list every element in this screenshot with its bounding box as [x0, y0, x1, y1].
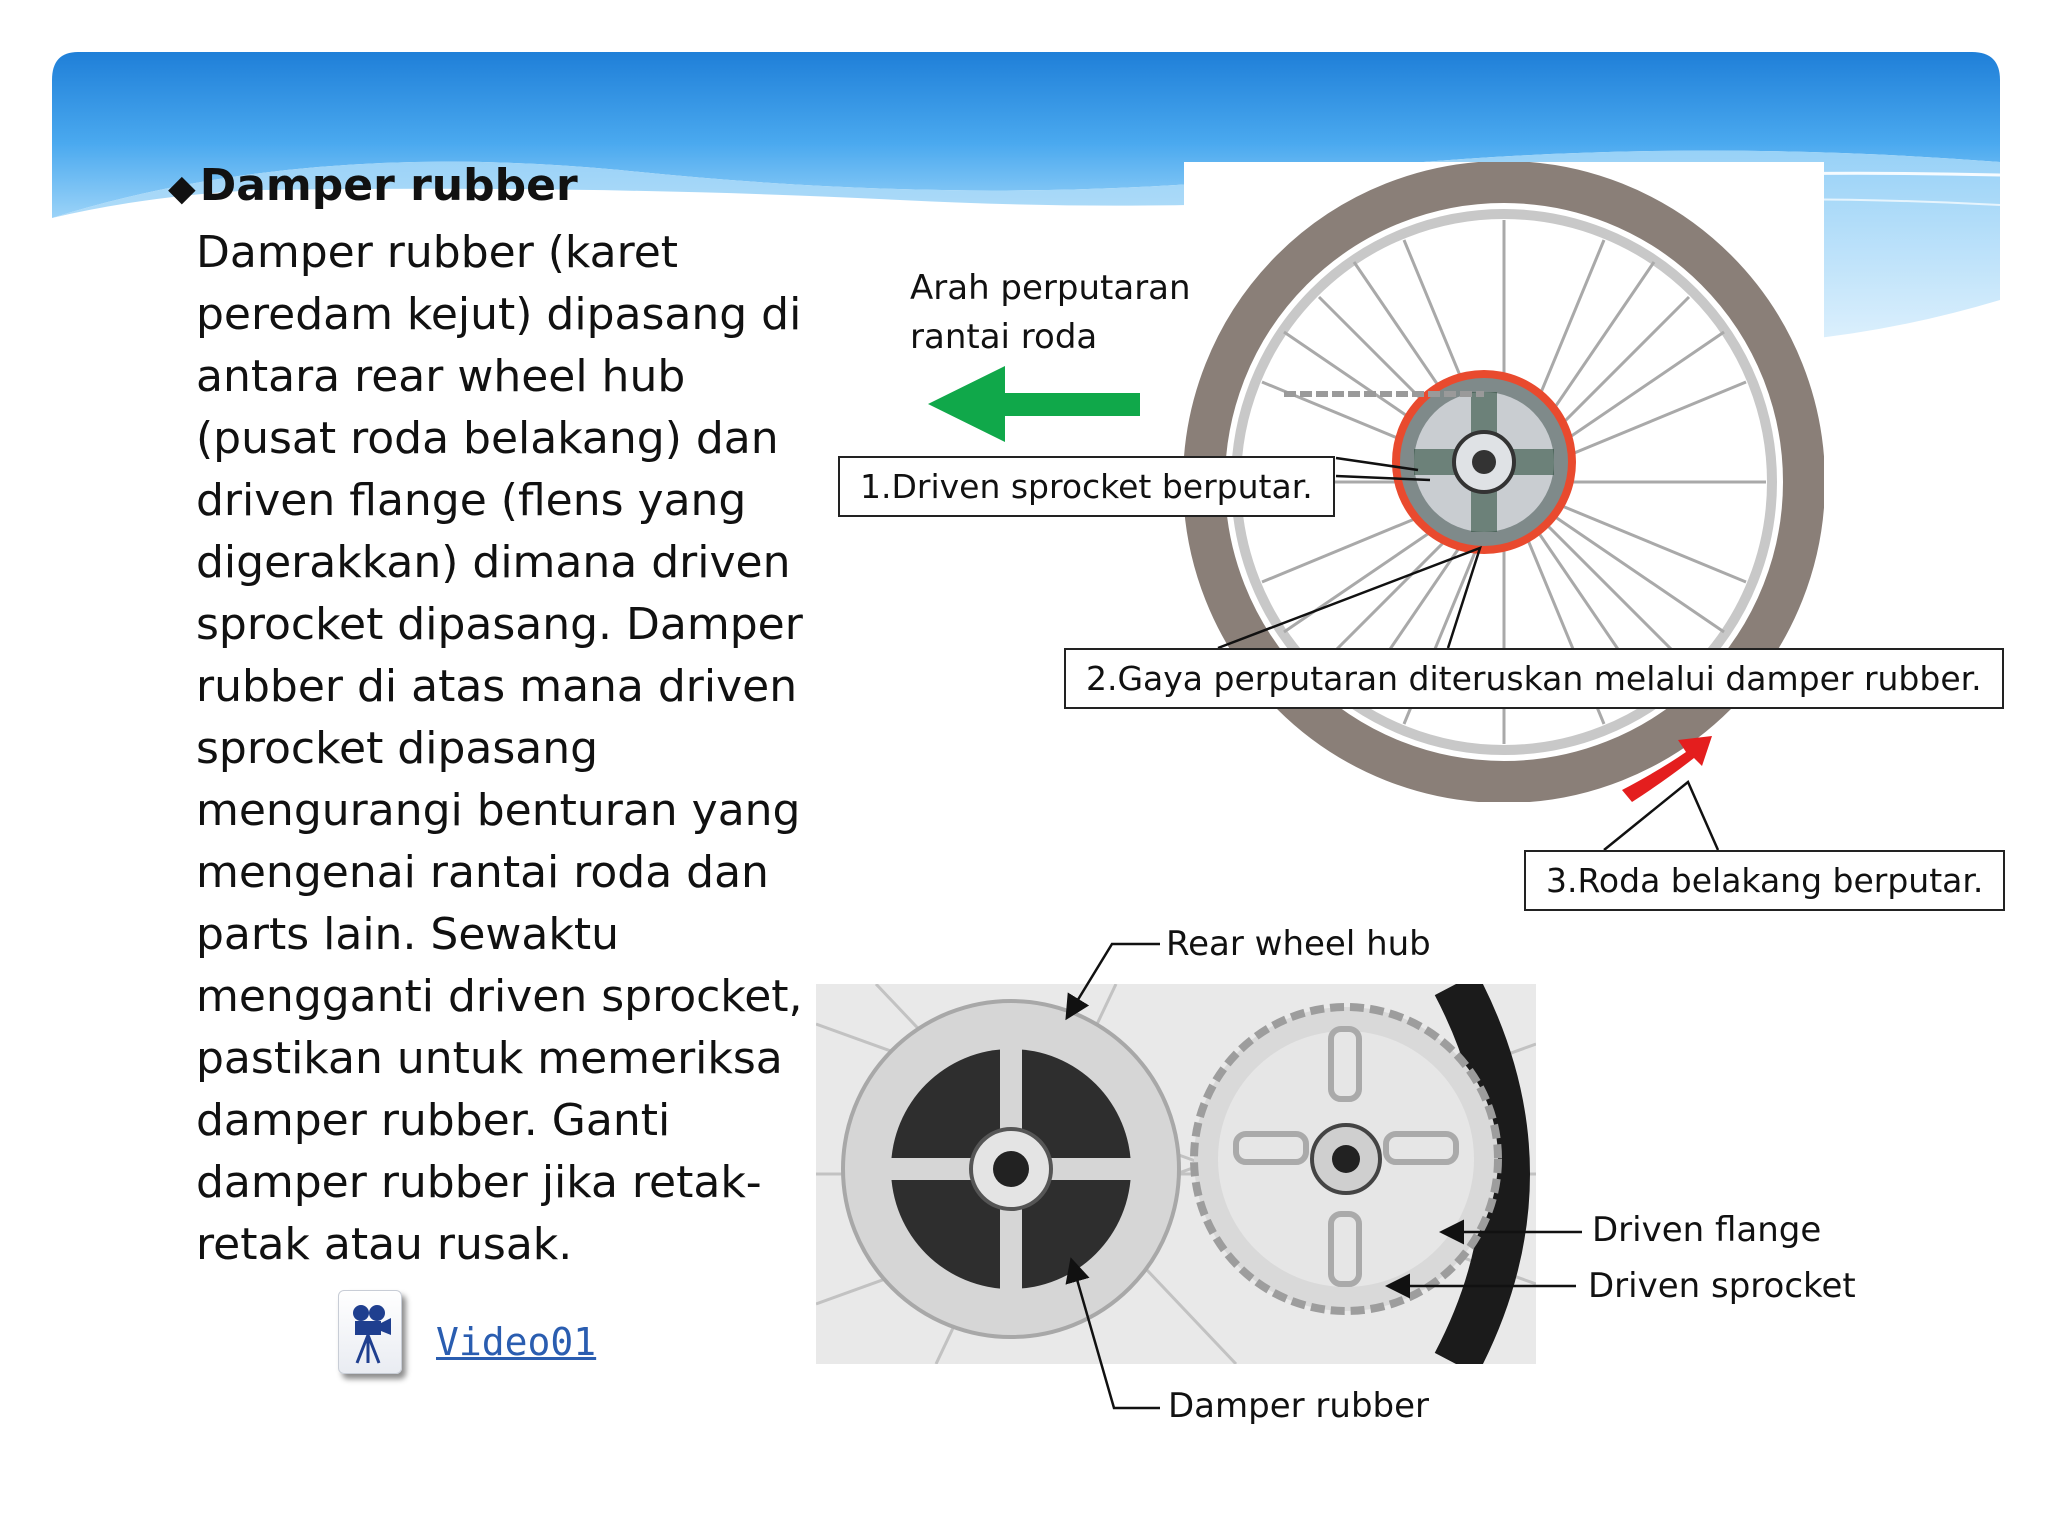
- damper-rubber-label: Damper rubber: [1168, 1386, 1430, 1426]
- hub-assembly-photo: [816, 984, 1536, 1364]
- slide-title: ◆Damper rubber: [168, 160, 578, 211]
- diamond-bullet-icon: ◆: [168, 168, 196, 209]
- video-camera-icon[interactable]: [338, 1290, 402, 1374]
- step1-callout: 1.Driven sprocket berputar.: [838, 456, 1335, 517]
- slide-body-text: Damper rubber (karet peredam kejut) dipasang di antara rear wheel hub (pusat roda belakang) dan driven flange (flens yang digerakkan) dimana driven sprocket dipasang. Damper rubber di atas mana driven sprocket dipasang mengurangi benturan yang mengenai rantai roda dan parts lain. Sewaktu mengganti driven sprocket, pastikan untuk memeriksa damper rubber. Ganti damper rubber jika retak-retak atau rusak.: [196, 227, 803, 1270]
- step2-callout: 2.Gaya perputaran diteruskan melalui damper rubber.: [1064, 648, 2004, 709]
- driven-sprocket-label: Driven sprocket: [1588, 1266, 1856, 1306]
- chain-direction-arrow-icon: [928, 366, 1140, 442]
- chain-direction-label: Arah perputaran rantai roda: [910, 268, 1191, 357]
- step3-callout: 3.Roda belakang berputar.: [1524, 850, 2005, 911]
- camera-glyph-icon: [339, 1291, 401, 1373]
- video01-link[interactable]: Video01: [436, 1320, 597, 1364]
- driven-flange-label: Driven flange: [1592, 1210, 1822, 1250]
- rear-wheel-hub-label: Rear wheel hub: [1166, 924, 1431, 964]
